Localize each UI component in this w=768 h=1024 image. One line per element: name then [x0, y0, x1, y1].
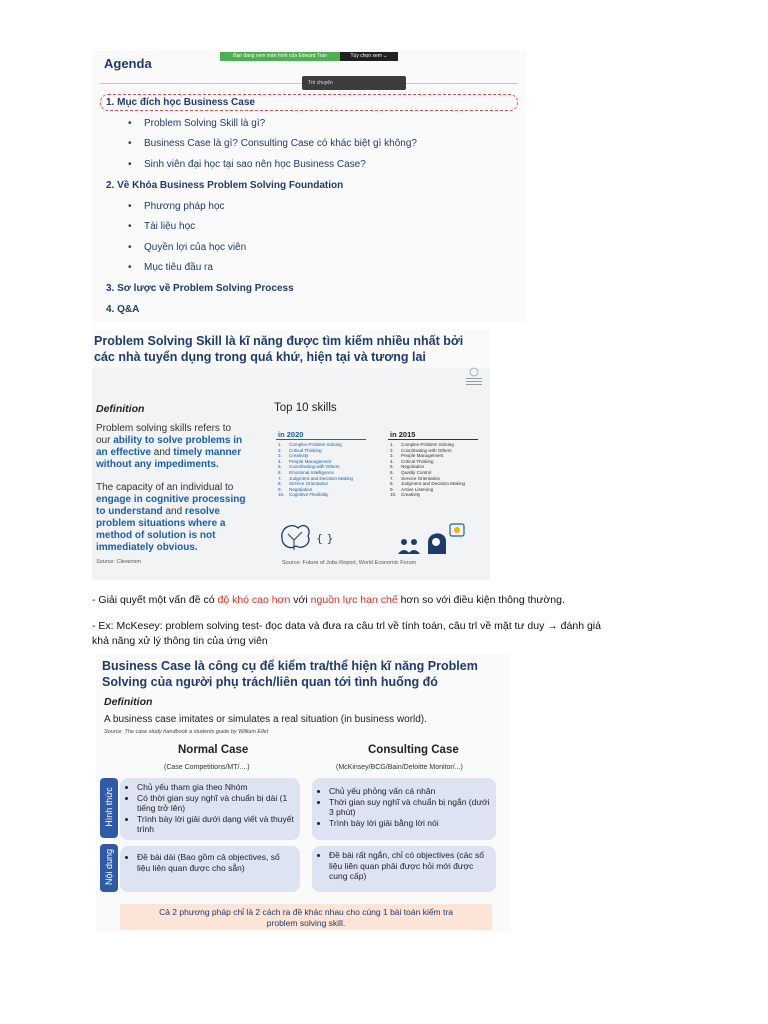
- skill-list-item: 3. People Management: [390, 453, 444, 459]
- agenda-item: • Mục tiêu đầu ra: [144, 262, 213, 273]
- skills-list-2015: [390, 442, 465, 498]
- skill-list-item: 6. Emotional Intelligence: [278, 469, 334, 475]
- bc-source: Source: The case study handbook a students guide by William Ellet: [104, 729, 269, 735]
- year-2020-rule: [276, 439, 366, 440]
- consulting-case-title: Consulting Case: [368, 744, 459, 756]
- note-1: - Giải quyết một vấn đề có độ khó cao hơn với nguồn lực hạn chế hơn so với điều kiện thông thường.: [92, 594, 565, 606]
- skill-list-item: 2. Critical Thinking: [278, 447, 322, 453]
- agenda-item: • Problem Solving Skill là gì?: [144, 118, 265, 129]
- agenda-item: • Tài liệu học: [144, 221, 195, 232]
- definition-title: Definition: [96, 403, 145, 415]
- normal-case-subtitle: (Case Competitions/MT/....): [164, 764, 250, 771]
- skill-list-item: 10. Creativity: [390, 492, 421, 498]
- consult-content-item: • Đề bài rất ngắn, chỉ có objectives (các số liệu liên quan phải được hỏi mới được cung cấp): [329, 850, 490, 882]
- skill-list-item: 2. Coordinating with Others: [390, 447, 452, 453]
- consult-form-item: • Trình bày lời giải bằng lời nói: [329, 818, 490, 829]
- agenda-item: 3. Sơ lược về Problem Solving Process: [106, 283, 294, 294]
- normal-form-item: • Chủ yếu tham gia theo Nhóm: [137, 782, 294, 793]
- row-label-form: Hình thức: [100, 778, 118, 838]
- skill-list-item: 7. Judgment and Decision Making: [278, 475, 354, 481]
- footer-note: Cả 2 phương pháp chỉ là 2 cách ra đề khác nhau cho cùng 1 bài toán kiểm tra problem solving skill.: [120, 904, 492, 930]
- agenda-item: 1. Mục đích học Business Case: [106, 97, 255, 108]
- agenda-item: • Sinh viên đại học tại sao nên học Business Case?: [144, 159, 366, 170]
- consult-form-item: • Thời gian suy nghĩ và chuẩn bị ngắn (dưới 3 phút): [329, 797, 490, 818]
- agenda-item: • Quyền lợi của học viên: [144, 242, 246, 253]
- view-options-button[interactable]: [340, 52, 398, 61]
- skill-list-item: 10. Cognitive Flexibility: [278, 492, 329, 498]
- consult-form-card: [312, 778, 496, 840]
- definition-source: Source: Cleverism: [96, 559, 141, 565]
- skill-list-item: 1. Complex Problem Solving: [278, 442, 342, 447]
- svg-text:{ }: { }: [316, 532, 334, 545]
- top10-title: Top 10 skills: [274, 402, 337, 414]
- normal-form-item: • Trình bày lời giải dưới dạng viết và thuyết trình: [137, 814, 294, 835]
- definition-paragraph-2: The capacity of an individual to engage in cognitive processing to understand and resolve problem situations where a method of solution is not immediately obvious.: [96, 482, 246, 553]
- agenda-item: • Phương pháp học: [144, 201, 225, 212]
- consult-form-item: • Chủ yếu phỏng vấn cá nhân: [329, 786, 490, 797]
- wef-logo-icon: [464, 366, 484, 390]
- bc-definition-title: Definition: [104, 696, 153, 708]
- note-2-line-1: - Ex: McKesey: problem solving test- đọc data và đưa ra câu trl về tính toán, câu trl về mặt tư duy → đánh giá: [92, 620, 601, 632]
- year-2015-label: in 2015: [390, 430, 416, 439]
- skill-list-item: 8. Service Orientation: [278, 481, 329, 487]
- chart-source: Source: Future of Jobs Report, World Economic Forum: [282, 560, 417, 566]
- skill-list-item: 4. Critical Thinking: [390, 458, 434, 464]
- brain-tree-icon: [278, 520, 340, 561]
- year-2020-label: in 2020: [278, 430, 304, 439]
- year-2015-rule: [388, 439, 478, 440]
- skill-list-item: 9. Active Listening: [390, 486, 434, 492]
- normal-case-title: Normal Case: [178, 744, 249, 756]
- skill-list-item: 6. Quality Control: [390, 469, 432, 475]
- chevron-down-icon: ⌄: [383, 53, 388, 59]
- skill-list-item: 7. Service Orientation: [390, 475, 441, 481]
- agenda-item: • Business Case là gì? Consulting Case có khác biệt gì không?: [144, 138, 417, 149]
- chat-tooltip: Trò chuyện: [302, 76, 406, 90]
- normal-form-item: • Có thời gian suy nghĩ và chuẩn bị dài (1 tiếng trở lên): [137, 793, 294, 814]
- skills-list-2020: [278, 442, 353, 498]
- view-options-label: Tùy chọn xem: [350, 53, 382, 59]
- skill-list-item: 3. Creativity: [278, 453, 309, 459]
- normal-content-card: [120, 846, 300, 892]
- skill-heading: Problem Solving Skill là kĩ năng được tìm kiếm nhiều nhất bởi các nhà tuyển dụng trong quá khứ, hiện tại và tương lai: [94, 334, 464, 364]
- agenda-item: 4. Q&A: [106, 304, 140, 315]
- skill-list-item: 4. People Management: [278, 458, 332, 464]
- consult-content-card: [312, 846, 496, 892]
- skill-list-item: 1. Complex Problem Solving: [390, 442, 454, 447]
- bc-definition-text: A business case imitates or simulates a real situation (in business world).: [104, 714, 427, 725]
- normal-form-card: [120, 778, 300, 840]
- agenda-slide: [92, 50, 526, 322]
- normal-content-item: • Đề bài dài (Bao gồm cả objectives, số liệu liên quan được cho sẵn): [137, 852, 294, 873]
- skill-list-item: 9. Negotiation: [278, 486, 313, 492]
- business-case-slide: [96, 654, 510, 932]
- agenda-title: Agenda: [104, 56, 152, 71]
- row-label-content: Nội dung: [100, 844, 118, 892]
- agenda-item: 2. Về Khóa Business Problem Solving Foundation: [106, 180, 344, 191]
- consulting-case-subtitle: (McKinsey/BCG/Bain/Deloitte Monitor/...): [336, 764, 463, 771]
- skill-list-item: 5. Coordinating with Others: [278, 464, 340, 470]
- business-case-heading: Business Case là công cụ để kiểm tra/thể hiện kĩ năng Problem Solving của người phụ trách/liên quan tới tình huống đó: [102, 659, 478, 689]
- skill-list-item: 8. Judgment and Decision Making: [390, 481, 466, 487]
- screen-share-notice: Bạn đang xem màn hình của Edward Tran: [220, 52, 340, 61]
- note-2-line-2: khả năng xử lý thông tin của ứng viên: [92, 635, 268, 647]
- team-lightbulb-icon: [394, 520, 470, 561]
- skill-list-item: 5. Negotiation: [390, 464, 425, 470]
- skill-slide: [92, 330, 490, 580]
- definition-paragraph-1: Problem solving skills refers to our ability to solve problems in an effective and timely manner without any impediments.: [96, 423, 243, 470]
